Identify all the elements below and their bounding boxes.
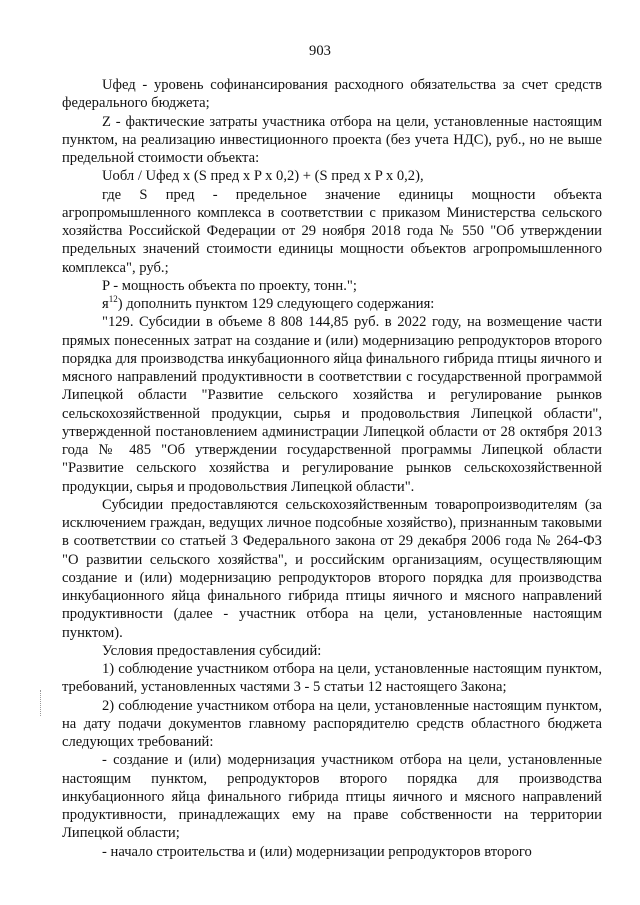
- paragraph-ufed-definition: Uфед - уровень софинансирования расходного обязательства за счет средств федерального бюджета;: [62, 77, 602, 112]
- margin-mark: [40, 690, 43, 716]
- paragraph-s-pred-definition: где S пред - предельное значение единицы мощности объекта агропромышленного комплекса в соответствии с приказом Министерства сельского хозяйства Российской Федерации от 29 ноября 2018 года № 550 "Об утверждении предельных значений стоимости единицы мощности объектов агропромышленного комплекса", руб.;: [62, 186, 602, 276]
- formula-line: Uобл / Uфед x (S пред x P x 0,2) + (S пред x P x 0,2),: [102, 168, 424, 185]
- reference-prefix: я: [102, 296, 109, 312]
- amendment-reference-line: [62, 295, 602, 313]
- paragraph-requirement-start: - начало строительства и (или) модернизации репродукторов второго: [102, 843, 532, 860]
- page-number: 903: [309, 43, 331, 59]
- paragraph-item-129: "129. Субсидии в объеме 8 808 144,85 руб. в 2022 году, на возмещение части прямых понесенных затрат на создание и (или) модернизацию репродукторов второго порядка для производства инкубационного яйца финального гибрида птицы яичного и мясного направлений продуктивности в соответствии с государственной программой Липецкой области "Развитие сельского хозяйства и регулирование рынков сельскохозяйственной продукции, сырья и продовольствия Липецкой области", утвержденной постановлением администрации Липецкой области от 28 октября 2013 года № 485 "Об утверждении государственной программы Липецкой области "Развитие сельского хозяйства и регулирование рынков сельскохозяйственной продукции, сырья и продовольствия Липецкой области".: [62, 314, 602, 495]
- paragraph-requirement-creation: - создание и (или) модернизация участником отбора на цели, установленные настоящим пунктом, репродукторов второго порядка для производства инкубационного яйца финального гибрида птицы яичного и мясного направлений продуктивности, принадлежащих ему на праве собственности на территории Липецкой области;: [62, 752, 602, 842]
- paragraph-p-definition: P - мощность объекта по проекту, тонн.";: [102, 277, 357, 294]
- paragraph-conditions-heading: Условия предоставления субсидий:: [102, 642, 322, 659]
- reference-text: ) дополнить пунктом 129 следующего содержания:: [117, 296, 435, 312]
- paragraph-subsidy-recipients: Субсидии предоставляются сельскохозяйственным товаропроизводителям (за исключением граждан, ведущих личное подсобные хозяйство), признанным таковыми в соответствии со статьей 3 Федерального закона от 29 декабря 2006 года № 264-ФЗ "О развитии сельского хозяйства", и российским организациям, осуществляющим создание и (или) модернизацию репродукторов второго порядка для производства инкубационного яйца финального гибрида птицы яичного и мясного направлений продуктивности (далее - участник отбора на цели, установленные настоящим пунктом).: [62, 496, 602, 641]
- paragraph-condition-2: 2) соблюдение участником отбора на цели, установленные настоящим пунктом, на дату подачи документов главному распорядителю средств областного бюджета следующих требований:: [62, 697, 602, 750]
- paragraph-z-definition: Z - фактические затраты участника отбора на цели, установленные настоящим пунктом, на реализацию инвестиционного проекта (без учета НДС), руб., но не выше предельной стоимости объекта:: [62, 113, 602, 166]
- reference-superscript: 12: [108, 294, 118, 305]
- paragraph-condition-1: 1) соблюдение участником отбора на цели, установленные настоящим пунктом, требований, установленных частями 3 - 5 статьи 12 настоящего Закона;: [62, 661, 602, 696]
- body-text: [62, 76, 602, 861]
